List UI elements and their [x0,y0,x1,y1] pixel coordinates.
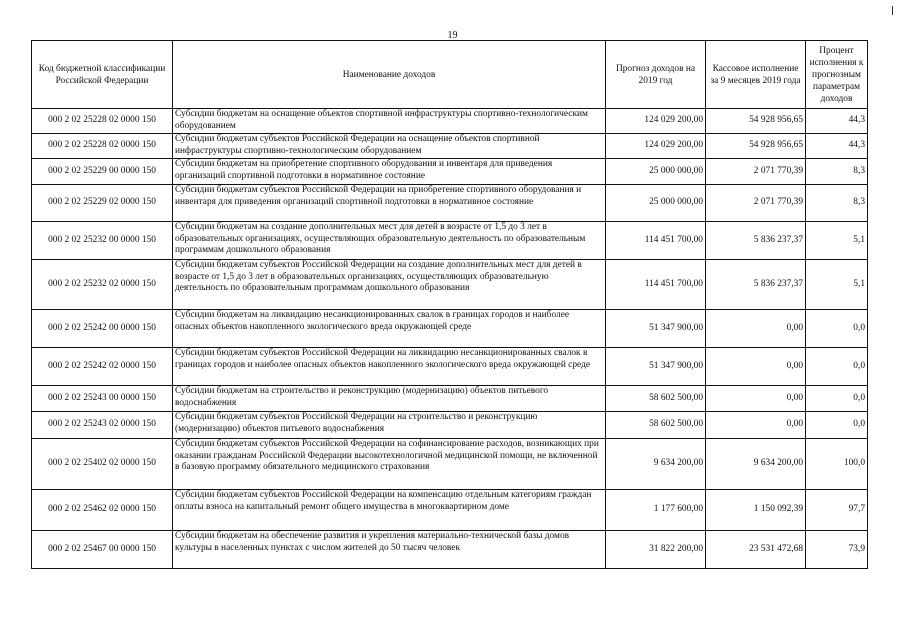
row-execution: 5 836 237,37 [706,260,806,310]
row-percent: 0,0 [806,348,868,386]
row-name: Субсидии бюджетам субъектов Российской Федерации на оснащение объектов спортивной инфраструктуры спортивно-технологическим оборудованием [173,134,606,159]
row-execution: 23 531 472,68 [706,531,806,569]
row-forecast: 51 347 900,00 [606,348,706,386]
row-execution: 54 928 956,65 [706,134,806,159]
table-row [32,386,868,412]
row-name: Субсидии бюджетам на оснащение объектов спортивной инфраструктуры спортивно-технологическим оборудованием [173,109,606,134]
row-percent: 0,0 [806,386,868,412]
row-forecast: 51 347 900,00 [606,310,706,348]
row-name: Субсидии бюджетам на создание дополнительных мест для детей в возрасте от 1,5 до 3 лет в образовательных организациях, осуществляющих образовательную деятельность по образовательным программам дошкольного образования [173,222,606,260]
row-forecast: 58 602 500,00 [606,412,706,439]
row-code: 000 2 02 25228 02 0000 150 [32,109,173,134]
table-row [32,490,868,531]
row-execution: 54 928 956,65 [706,109,806,134]
page-number: 19 [447,30,458,41]
row-percent: 44,3 [806,134,868,159]
row-code: 000 2 02 25462 02 0000 150 [32,490,173,531]
row-percent: 100,0 [806,439,868,490]
edge-mark [892,6,893,15]
table-row [32,109,868,134]
header-row [32,41,868,109]
table-row [32,185,868,222]
row-name: Субсидии бюджетам субъектов Российской Федерации на строительство и реконструкцию (модернизацию) объектов питьевого водоснабжения [173,412,606,439]
row-forecast: 25 000 000,00 [606,185,706,222]
row-percent: 44,3 [806,109,868,134]
row-execution: 2 071 770,39 [706,159,806,185]
table-row [32,159,868,185]
row-code: 000 2 02 25242 02 0000 150 [32,348,173,386]
table-row [32,260,868,310]
table-row [32,439,868,490]
row-name: Субсидии бюджетам субъектов Российской Федерации на компенсацию отдельным категориям граждан оплаты взноса на капитальный ремонт общего имущества в многоквартирном доме [173,490,606,531]
header-execution: Кассовое исполнение за 9 месяцев 2019 года [706,41,806,109]
row-execution: 0,00 [706,348,806,386]
table-row [32,222,868,260]
table-row [32,531,868,569]
row-execution: 1 150 092,39 [706,490,806,531]
row-code: 000 2 02 25232 00 0000 150 [32,222,173,260]
row-execution: 5 836 237,37 [706,222,806,260]
row-percent: 97,7 [806,490,868,531]
table-row [32,310,868,348]
header-forecast: Прогноз доходов на 2019 год [606,41,706,109]
row-code: 000 2 02 25243 00 0000 150 [32,386,173,412]
row-name: Субсидии бюджетам субъектов Российской Федерации на ликвидацию несанкционированных свалок в границах городов и наиболее опасных объектов накопленного экологического вреда окружающей среде [173,348,606,386]
income-table [31,40,868,569]
row-name: Субсидии бюджетам на ликвидацию несанкционированных свалок в границах городов и наиболее опасных объектов накопленного экологического вреда окружающей среде [173,310,606,348]
row-forecast: 31 822 200,00 [606,531,706,569]
table-row [32,134,868,159]
table-body [32,109,868,569]
header-code: Код бюджетной классификации Российской Федерации [32,41,173,109]
header-name: Наименование доходов [173,41,606,109]
row-name: Субсидии бюджетам на строительство и реконструкцию (модернизацию) объектов питьевого водоснабжения [173,386,606,412]
row-percent: 73,9 [806,531,868,569]
row-percent: 8,3 [806,185,868,222]
table-row [32,348,868,386]
row-execution: 0,00 [706,412,806,439]
row-execution: 9 634 200,00 [706,439,806,490]
row-execution: 0,00 [706,310,806,348]
row-forecast: 25 000 000,00 [606,159,706,185]
row-forecast: 124 029 200,00 [606,134,706,159]
row-percent: 5,1 [806,260,868,310]
row-code: 000 2 02 25243 02 0000 150 [32,412,173,439]
row-code: 000 2 02 25229 00 0000 150 [32,159,173,185]
row-percent: 5,1 [806,222,868,260]
row-name: Субсидии бюджетам субъектов Российской Федерации на создание дополнительных мест для детей в возрасте от 1,5 до 3 лет в образовательных организациях, осуществляющих образовательную деятельность по образовательным программам дошкольного образования [173,260,606,310]
row-name: Субсидии бюджетам субъектов Российской Федерации на софинансирование расходов, возникающих при оказании гражданам Российской Федерации высокотехнологичной медицинской помощи, не включенной в базовую программу обязательного медицинского страхования [173,439,606,490]
row-code: 000 2 02 25242 00 0000 150 [32,310,173,348]
row-forecast: 58 602 500,00 [606,386,706,412]
row-code: 000 2 02 25402 02 0000 150 [32,439,173,490]
row-execution: 0,00 [706,386,806,412]
row-name: Субсидии бюджетам на приобретение спортивного оборудования и инвентаря для приведения организаций спортивной подготовки в нормативное состояние [173,159,606,185]
row-percent: 0,0 [806,310,868,348]
row-percent: 0,0 [806,412,868,439]
row-execution: 2 071 770,39 [706,185,806,222]
row-forecast: 1 177 600,00 [606,490,706,531]
row-forecast: 124 029 200,00 [606,109,706,134]
row-forecast: 114 451 700,00 [606,222,706,260]
row-code: 000 2 02 25228 02 0000 150 [32,134,173,159]
row-code: 000 2 02 25232 02 0000 150 [32,260,173,310]
row-code: 000 2 02 25467 00 0000 150 [32,531,173,569]
table-row [32,412,868,439]
row-code: 000 2 02 25229 02 0000 150 [32,185,173,222]
row-percent: 8,3 [806,159,868,185]
header-percent: Процент исполнения к прогнозным параметрам доходов [806,41,868,109]
row-forecast: 9 634 200,00 [606,439,706,490]
row-name: Субсидии бюджетам на обеспечение развития и укрепления материально-технической базы домов культуры в населенных пунктах с числом жителей до 50 тысяч человек [173,531,606,569]
row-forecast: 114 451 700,00 [606,260,706,310]
row-name: Субсидии бюджетам субъектов Российской Федерации на приобретение спортивного оборудования и инвентаря для приведения организаций спортивной подготовки в нормативное состояние [173,185,606,222]
